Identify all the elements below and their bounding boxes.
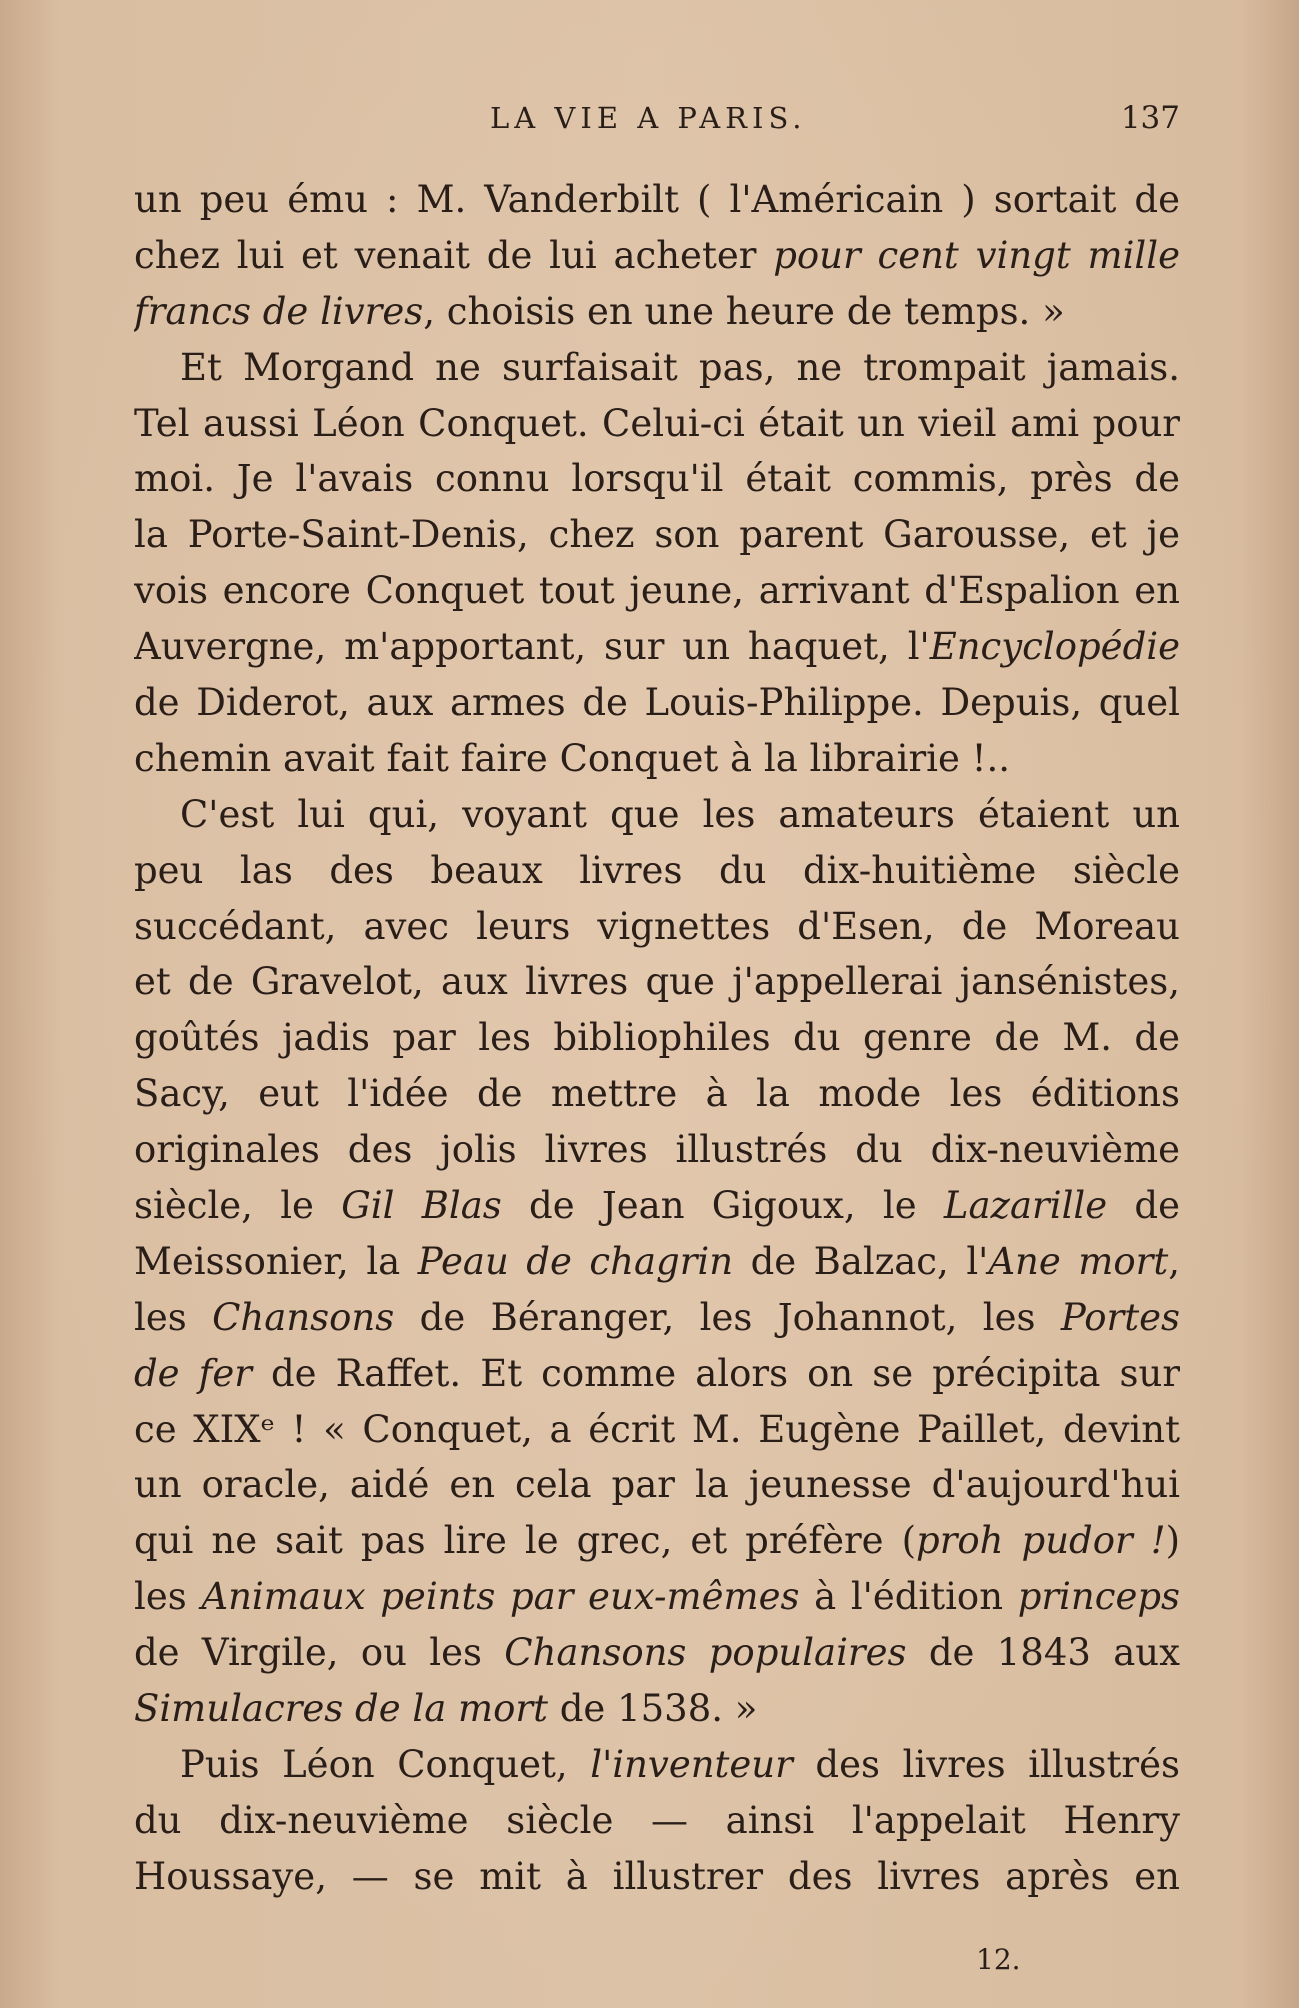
text-segment: vois encore Conquet tout jeune, arrivant d'Espalion en [134,569,1180,613]
text-line [134,899,1180,955]
text-segment: originales des jolis livres illustrés du dix-neuvième [134,1128,1180,1172]
text-segment: les [134,1575,202,1619]
text-line [134,1122,1180,1178]
italic-text: Ane mort [988,1239,1169,1283]
italic-text: Portes [1060,1295,1180,1339]
text-line [134,507,1180,563]
text-segment: de [1107,1184,1180,1228]
text-segment: chez lui et venait de lui acheter [134,233,774,277]
text-line [134,787,1180,843]
body-text [134,172,1180,1905]
text-segment: ) [1165,1519,1180,1563]
text-line [134,1737,1180,1793]
text-segment: Et Morgand ne surfaisait pas, ne trompait jamais. [180,345,1180,389]
text-line [134,1010,1180,1066]
text-segment: ce XIXᵉ ! « Conquet, a écrit M. Eugène Paillet, devint [134,1407,1180,1451]
text-line [134,675,1180,731]
text-line [134,340,1180,396]
text-segment: moi. Je l'avais connu lorsqu'il était commis, près de [134,457,1180,501]
italic-text: l'inventeur [590,1742,793,1786]
text-segment: à l'édition [799,1575,1018,1619]
text-segment: de Diderot, aux armes de Louis-Philippe. Depuis, quel [134,681,1180,725]
text-line [134,1569,1180,1625]
text-segment: siècle, le [134,1184,342,1228]
text-segment: de Jean Gigoux, le [501,1184,944,1228]
text-line [134,563,1180,619]
italic-text: de fer [134,1351,252,1395]
italic-text: proh pudor ! [916,1519,1166,1563]
text-line [134,954,1180,1010]
italic-text: Chansons populaires [504,1631,907,1675]
italic-text: francs de livres [134,289,424,333]
text-segment: de Béranger, les Johannot, les [394,1295,1061,1339]
italic-text: pour cent vingt mille [773,233,1180,277]
text-segment: un oracle, aidé en cela par la jeunesse d'aujourd'hui [134,1463,1180,1507]
text-line [134,1513,1180,1569]
text-segment: , choisis en une heure de temps. » [423,289,1065,333]
italic-text: Gil Blas [341,1184,502,1228]
page-number: 137 [1120,100,1180,136]
text-segment: Meissonier, la [134,1239,418,1283]
text-line [134,1066,1180,1122]
text-segment: chemin avait fait faire Conquet à la librairie !.. [134,736,1011,780]
text-line [134,1849,1180,1905]
text-segment: succédant, avec leurs vignettes d'Esen, de Moreau [134,904,1180,948]
text-line [134,1402,1180,1458]
text-segment: Tel aussi Léon Conquet. Celui-ci était un vieil ami pour [134,401,1180,445]
italic-text: Peau de chagrin [417,1239,734,1283]
italic-text: Animaux peints par eux-mêmes [201,1575,800,1619]
text-line [134,1178,1180,1234]
text-segment: Houssaye, — se mit à illustrer des livres après en [134,1854,1180,1898]
text-segment: peu las des beaux livres du dix-huitième siècle [134,848,1180,892]
text-segment: Sacy, eut l'idée de mettre à la mode les éditions [134,1072,1180,1116]
text-line [134,1625,1180,1681]
text-segment: goûtés jadis par les bibliophiles du genre de M. de [134,1016,1180,1060]
text-line [134,1793,1180,1849]
text-segment: de Raffet. Et comme alors on se précipita sur [251,1351,1180,1395]
text-segment: de Balzac, l' [733,1239,989,1283]
italic-text: Encyclopédie [929,625,1180,669]
signature-mark: 12. [976,1943,1021,1976]
text-segment: de 1843 aux [906,1631,1180,1675]
text-segment: un peu ému : M. Vanderbilt ( l'Américain ) sortait de [134,178,1180,221]
text-line [134,396,1180,452]
text-segment: C'est lui qui, voyant que les amateurs étaient un [180,792,1180,836]
text-segment: Auvergne, m'apportant, sur un haquet, l' [134,625,930,669]
text-line [134,228,1180,284]
italic-text: Chansons [212,1295,395,1339]
text-line [134,731,1180,787]
text-line [134,451,1180,507]
italic-text: Lazarille [943,1184,1108,1228]
text-line [134,1346,1180,1402]
text-line [134,1290,1180,1346]
italic-text: Simulacres de la mort [134,1687,548,1731]
text-line [134,1457,1180,1513]
text-line [134,843,1180,899]
text-segment: de 1538. » [547,1687,758,1731]
text-line [134,619,1180,675]
text-segment: et de Gravelot, aux livres que j'appellerai jansénistes, [134,960,1180,1004]
text-segment: qui ne sait pas lire le grec, et préfère ( [134,1519,917,1563]
text-segment: des livres illustrés [792,1742,1180,1786]
text-segment: , [1168,1239,1180,1283]
running-title: LA VIE A PARIS. [490,101,807,135]
text-segment: les [134,1295,213,1339]
text-segment: la Porte-Saint-Denis, chez son parent Garousse, et je [134,513,1180,557]
running-head [136,96,1180,140]
text-segment: Puis Léon Conquet, [180,1742,591,1786]
text-line [134,284,1180,340]
text-line [134,1234,1180,1290]
italic-text: princeps [1017,1575,1180,1619]
text-line [134,1681,1180,1737]
text-segment: du dix-neuvième siècle — ainsi l'appelait Henry [134,1798,1180,1842]
text-segment: de Virgile, ou les [134,1631,505,1675]
text-line [134,172,1180,228]
